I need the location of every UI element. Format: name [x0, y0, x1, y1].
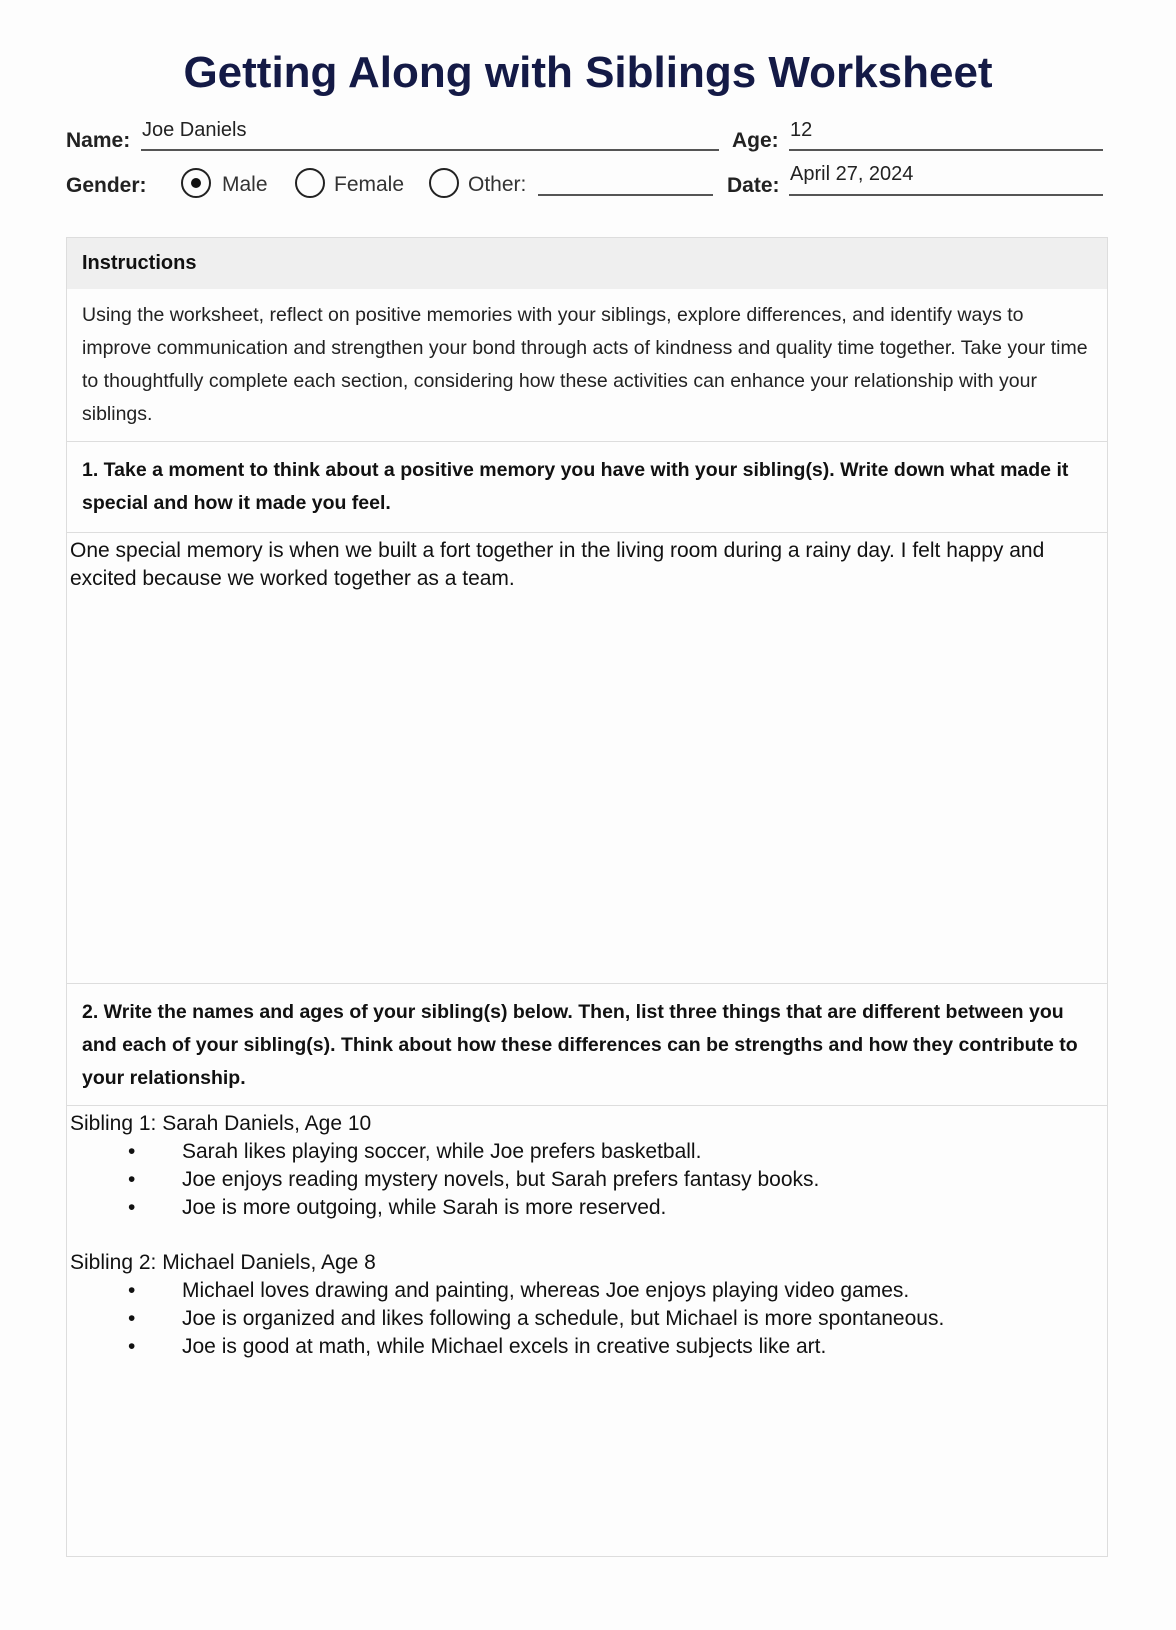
answer-2-box[interactable]	[66, 1105, 1108, 1557]
answer-1-text: One special memory is when we built a fort together in the living room during a rainy day. I felt happy and excited because we worked together as a team.	[70, 539, 1045, 590]
radio-other-label: Other:	[468, 173, 527, 196]
list-item: • Joe enjoys reading mystery novels, but Sarah prefers fantasy books.	[70, 1166, 1104, 1194]
date-label: Date:	[727, 174, 780, 197]
sibling-1-heading: Sibling 1: Sarah Daniels, Age 10	[70, 1112, 372, 1135]
page-title: Getting Along with Siblings Worksheet	[183, 48, 993, 97]
age-value: 12	[790, 119, 813, 141]
list-item: • Joe is good at math, while Michael excels in creative subjects like art.	[70, 1333, 1104, 1361]
list-item: • Joe is more outgoing, while Sarah is more reserved.	[70, 1194, 1104, 1222]
sibling-1-differences	[70, 1138, 1104, 1222]
radio-male[interactable]	[181, 168, 211, 198]
list-item: • Joe is organized and likes following a schedule, but Michael is more spontaneous.	[70, 1305, 1104, 1333]
question-1	[66, 441, 1108, 533]
other-gender-field[interactable]	[538, 194, 713, 196]
answer-1-box[interactable]	[66, 532, 1108, 984]
age-field[interactable]	[789, 149, 1103, 151]
sibling-2-heading: Sibling 2: Michael Daniels, Age 8	[70, 1251, 376, 1274]
age-label: Age:	[732, 129, 779, 152]
instructions-section	[66, 237, 1108, 442]
date-value: April 27, 2024	[790, 163, 914, 185]
radio-female[interactable]	[295, 168, 325, 198]
instructions-text: Using the worksheet, reflect on positive memories with your siblings, explore differences, and identify ways to improve communication and strengthen your bond through acts of kindness and quality time together. Take your time to thoughtfully complete each section, considering how these activities can enhance your relationship with your siblings.	[82, 304, 1088, 425]
radio-female-label: Female	[334, 173, 405, 196]
radio-other[interactable]	[429, 168, 459, 198]
instructions-header: Instructions	[67, 238, 1107, 289]
question-1-prompt: 1. Take a moment to think about a positive memory you have with your sibling(s). Write down what made it special and how it made you feel.	[82, 459, 1069, 514]
radio-male-label: Male	[222, 173, 268, 196]
question-2	[66, 983, 1108, 1106]
name-label: Name:	[66, 129, 131, 152]
gender-label: Gender:	[66, 174, 147, 197]
answer-2-text	[67, 1106, 1107, 1365]
list-item: • Sarah likes playing soccer, while Joe prefers basketball.	[70, 1138, 1104, 1166]
list-item: • Michael loves drawing and painting, whereas Joe enjoys playing video games.	[70, 1277, 1104, 1305]
question-2-prompt: 2. Write the names and ages of your sibling(s) below. Then, list three things that are different between you and each of your sibling(s). Think about how these differences can be strengths and how they contribute to your relationship.	[82, 1001, 1078, 1089]
name-field[interactable]	[141, 149, 719, 151]
date-field[interactable]	[789, 194, 1103, 196]
name-value: Joe Daniels	[142, 119, 247, 141]
sibling-2-differences	[70, 1277, 1104, 1361]
